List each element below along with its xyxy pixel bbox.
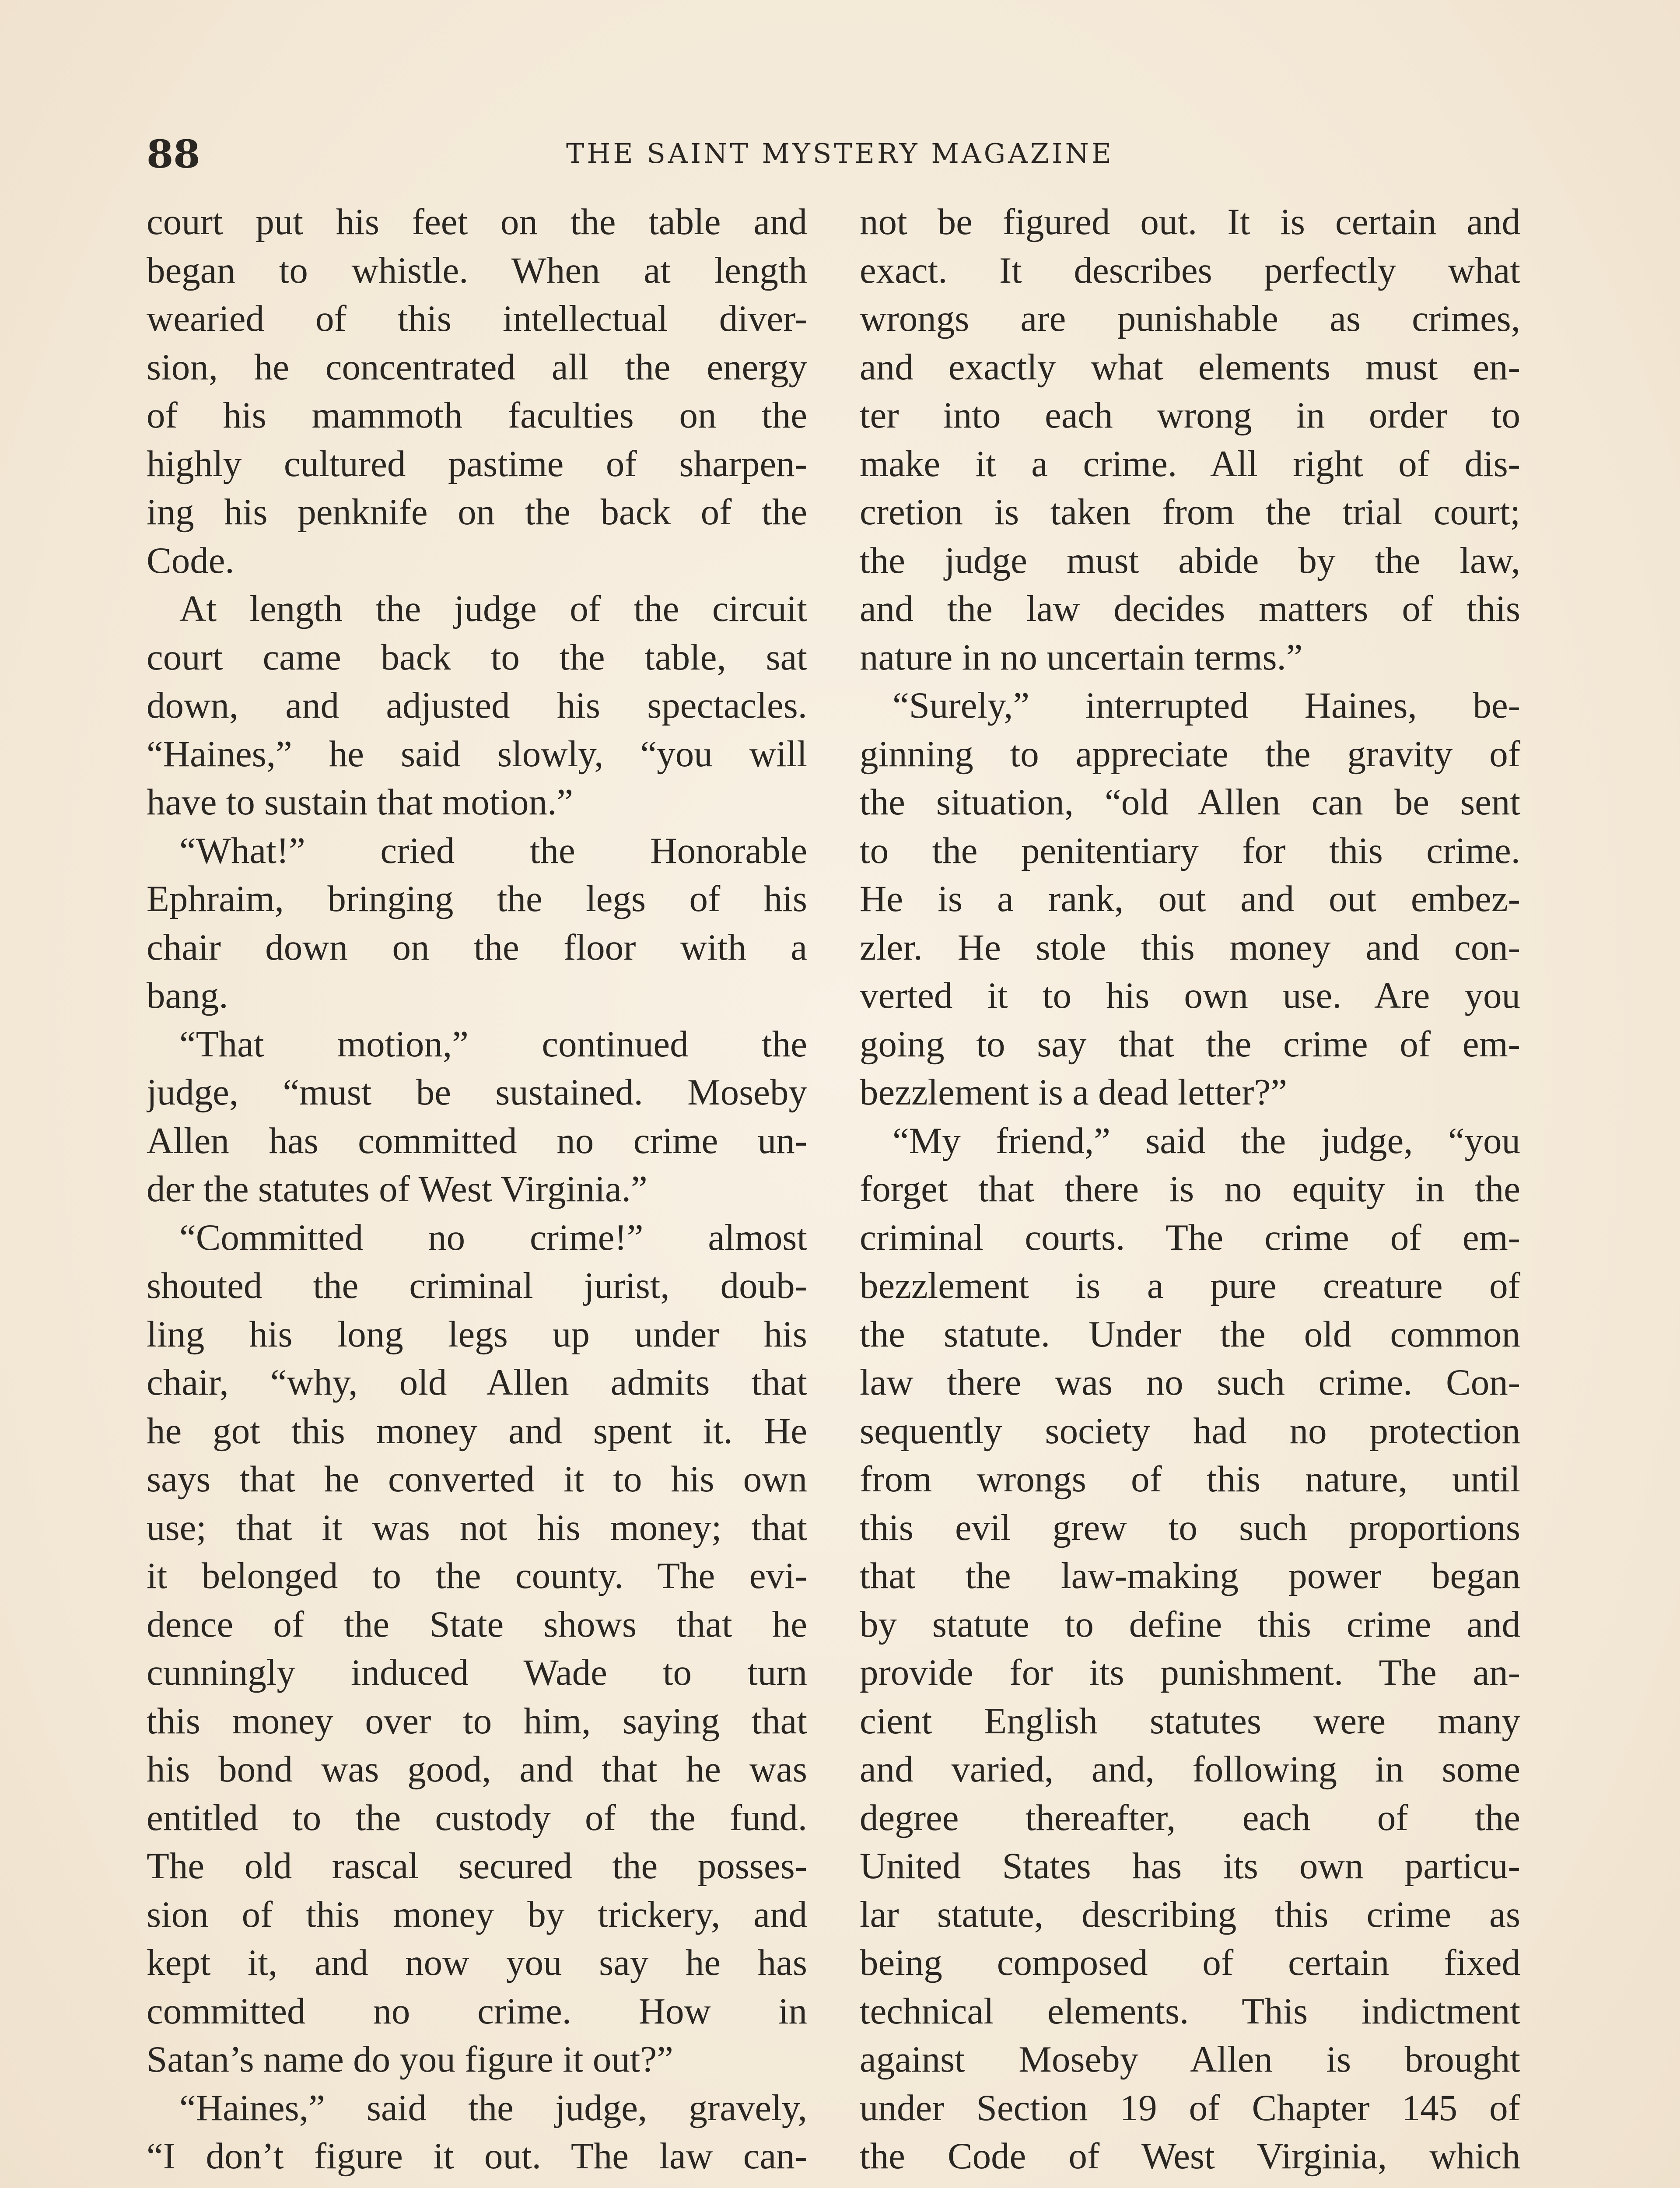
- text-line: kept it, and now you say he has: [147, 1942, 807, 1983]
- text-line: “My friend,” said the judge, “you: [892, 1120, 1520, 1161]
- text-line: he got this money and spent it. He: [147, 1410, 807, 1452]
- text-line: going to say that the crime of em-: [860, 1023, 1520, 1065]
- text-line: bang.: [147, 975, 228, 1016]
- text-line: ing his penknife on the back of the: [147, 491, 807, 533]
- text-line: He is a rank, out and out embez-: [860, 878, 1520, 919]
- text-line: the judge must abide by the law,: [860, 540, 1520, 581]
- text-line: entitled to the custody of the fund.: [147, 1797, 807, 1838]
- text-line: that the law-making power began: [860, 1555, 1520, 1596]
- text-line: ginning to appreciate the gravity of: [860, 733, 1520, 775]
- running-title: THE SAINT MYSTERY MAGAZINE: [566, 137, 1114, 169]
- text-line: cretion is taken from the trial court;: [860, 491, 1520, 533]
- text-line: court came back to the table, sat: [147, 636, 807, 678]
- text-line: wearied of this intellectual diver-: [147, 298, 807, 339]
- text-line: nature in no uncertain terms.”: [860, 636, 1303, 678]
- text-line: zler. He stole this money and con-: [860, 926, 1520, 968]
- text-line: dence of the State shows that he: [147, 1603, 807, 1645]
- text-line: ter into each wrong in order to: [860, 395, 1520, 436]
- text-line: bezzlement is a dead letter?”: [860, 1072, 1287, 1113]
- text-line: the statute. Under the old common: [860, 1313, 1520, 1355]
- text-line: this money over to him, saying that: [147, 1700, 807, 1742]
- text-line: “What!” cried the Honorable: [179, 830, 807, 871]
- text-line: court put his feet on the table and: [147, 201, 807, 242]
- text-line: and exactly what elements must en-: [860, 346, 1520, 388]
- text-line: verted it to his own use. Are you: [860, 975, 1520, 1016]
- text-line: committed no crime. How in: [147, 1990, 807, 2032]
- text-line: make it a crime. All right of dis-: [860, 443, 1520, 484]
- text-line: wrongs are punishable as crimes,: [860, 298, 1520, 339]
- text-line: against Moseby Allen is brought: [860, 2039, 1520, 2080]
- text-line: criminal courts. The crime of em-: [860, 1217, 1520, 1258]
- text-line: Ephraim, bringing the legs of his: [147, 878, 807, 919]
- text-line: der the statutes of West Virginia.”: [147, 1168, 648, 1210]
- text-line: judge, “must be sustained. Moseby: [147, 1072, 807, 1113]
- text-line: highly cultured pastime of sharpen-: [147, 443, 807, 484]
- text-line: and varied, and, following in some: [860, 1749, 1520, 1790]
- text-line: says that he converted it to his own: [147, 1459, 807, 1500]
- page-header: [147, 131, 1533, 184]
- text-line: to the penitentiary for this crime.: [860, 830, 1520, 871]
- text-line: cunningly induced Wade to turn: [147, 1652, 807, 1693]
- text-line: chair, “why, old Allen admits that: [147, 1362, 807, 1403]
- text-line: “I don’t figure it out. The law can-: [147, 2135, 807, 2177]
- text-line: “That motion,” continued the: [179, 1023, 807, 1065]
- text-line: United States has its own particu-: [860, 1845, 1520, 1886]
- text-line: lar statute, describing this crime as: [860, 1893, 1520, 1935]
- text-line: “Haines,” said the judge, gravely,: [179, 2087, 807, 2128]
- text-line: “Committed no crime!” almost: [179, 1217, 807, 1258]
- text-line: of his mammoth faculties on the: [147, 395, 807, 436]
- text-line: cient English statutes were many: [860, 1700, 1520, 1742]
- right-column: [860, 198, 1520, 2181]
- text-line: The old rascal secured the posses-: [147, 1845, 807, 1886]
- text-line: “Haines,” he said slowly, “you will: [147, 733, 807, 775]
- text-line: forget that there is no equity in the: [860, 1168, 1520, 1210]
- text-line: provide for its punishment. The an-: [860, 1652, 1520, 1693]
- text-line: Allen has committed no crime un-: [147, 1120, 807, 1161]
- text-line: law there was no such crime. Con-: [860, 1362, 1520, 1403]
- text-line: sion of this money by trickery, and: [147, 1893, 807, 1935]
- text-line: not be figured out. It is certain and: [860, 201, 1520, 242]
- text-line: use; that it was not his money; that: [147, 1507, 807, 1548]
- text-line: technical elements. This indictment: [860, 1990, 1520, 2032]
- text-line: his bond was good, and that he was: [147, 1749, 807, 1790]
- text-line: sequently society had no protection: [860, 1410, 1520, 1452]
- text-line: At length the judge of the circuit: [179, 588, 807, 629]
- text-line: the Code of West Virginia, which: [860, 2135, 1520, 2177]
- text-line: and the law decides matters of this: [860, 588, 1520, 629]
- text-line: it belonged to the county. The evi-: [147, 1555, 807, 1596]
- text-line: down, and adjusted his spectacles.: [147, 685, 807, 726]
- text-line: by statute to define this crime and: [860, 1603, 1520, 1645]
- text-line: Satan’s name do you figure it out?”: [147, 2039, 673, 2080]
- text-line: degree thereafter, each of the: [860, 1797, 1520, 1838]
- text-line: “Surely,” interrupted Haines, be-: [892, 685, 1520, 726]
- page-number: 88: [147, 131, 200, 177]
- text-line: the situation, “old Allen can be sent: [860, 782, 1520, 823]
- text-line: ling his long legs up under his: [147, 1313, 807, 1355]
- text-line: under Section 19 of Chapter 145 of: [860, 2087, 1520, 2128]
- text-line: Code.: [147, 540, 234, 581]
- text-line: bezzlement is a pure creature of: [860, 1265, 1520, 1306]
- text-line: chair down on the floor with a: [147, 926, 807, 968]
- text-line: began to whistle. When at length: [147, 249, 807, 291]
- text-line: being composed of certain fixed: [860, 1942, 1520, 1983]
- text-line: from wrongs of this nature, until: [860, 1459, 1520, 1500]
- text-line: exact. It describes perfectly what: [860, 249, 1520, 291]
- text-line: shouted the criminal jurist, doub-: [147, 1265, 807, 1306]
- text-line: sion, he concentrated all the energy: [147, 346, 807, 388]
- text-line: this evil grew to such proportions: [860, 1507, 1520, 1548]
- left-column: [147, 198, 807, 2181]
- text-line: have to sustain that motion.”: [147, 782, 573, 823]
